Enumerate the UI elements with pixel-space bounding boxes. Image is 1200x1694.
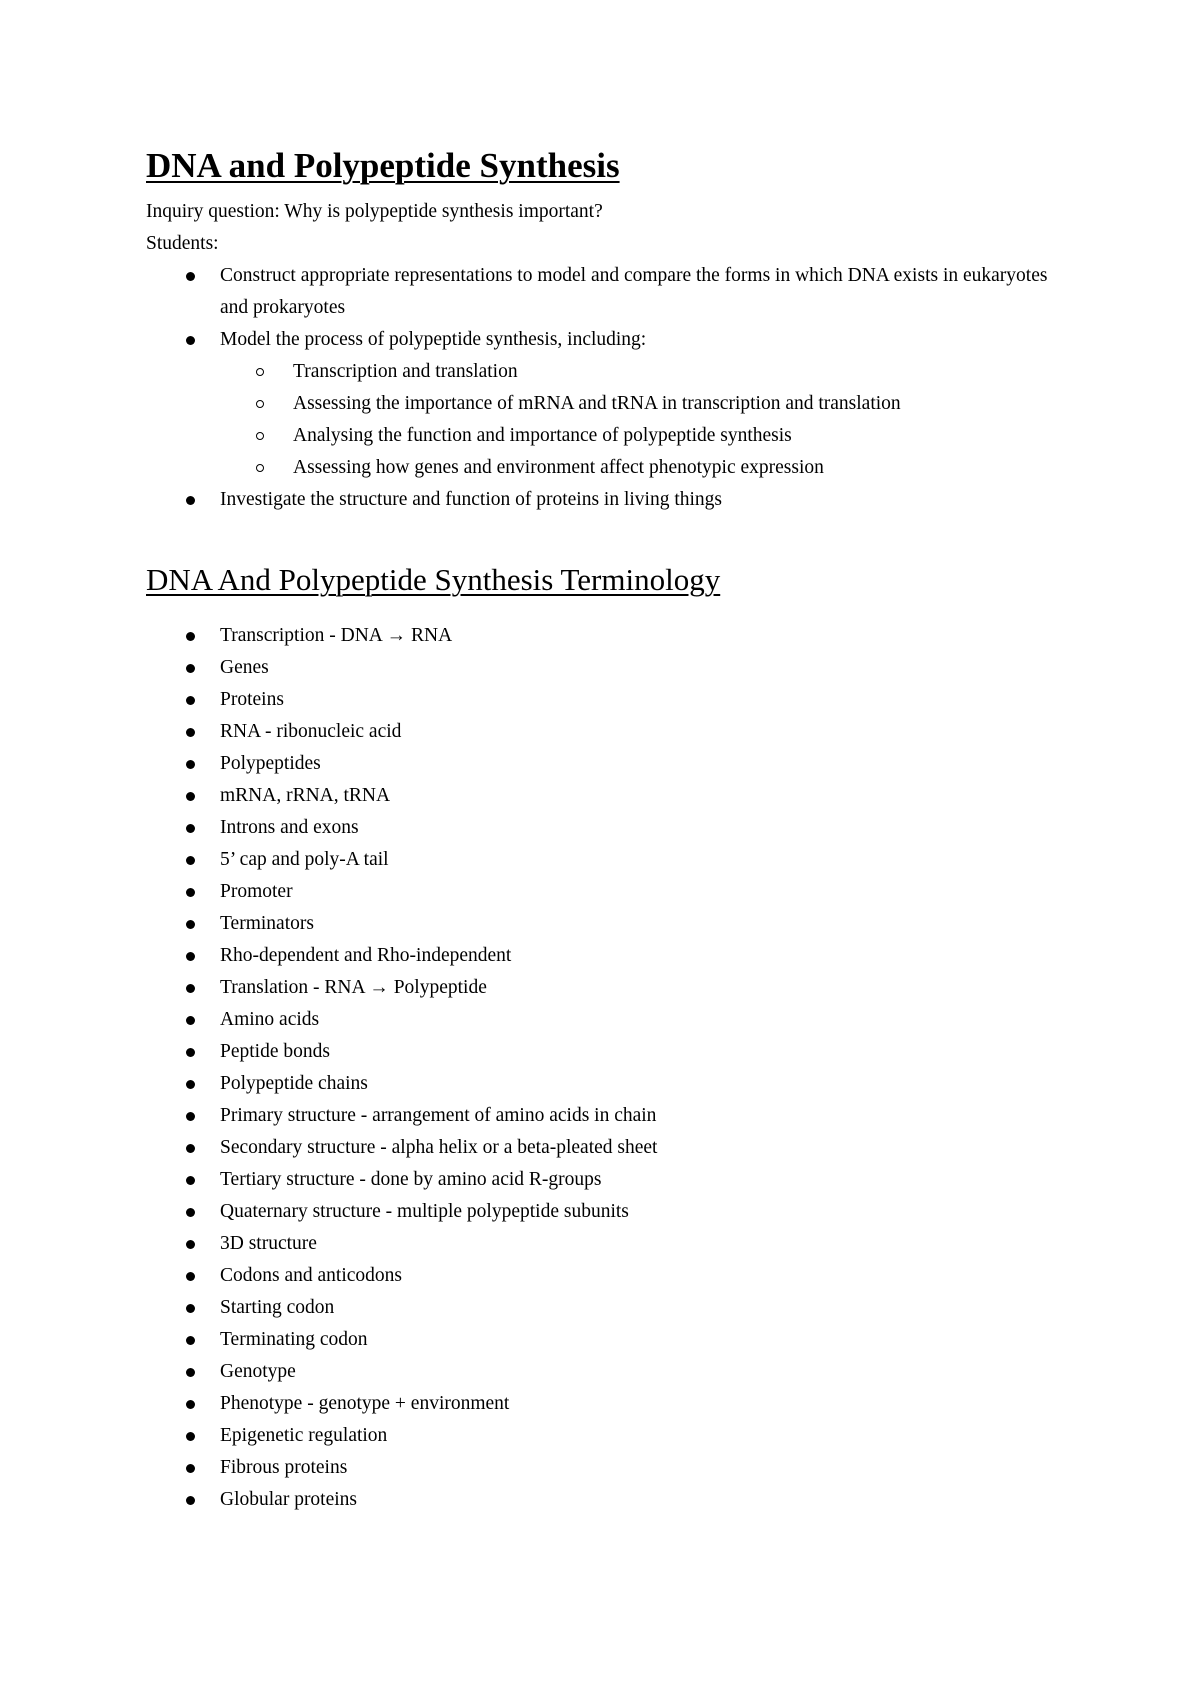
term-item <box>146 1164 1076 1196</box>
term-text: Terminators <box>220 913 314 934</box>
term-text: Genotype <box>220 1361 296 1382</box>
bullet-icon <box>186 952 195 961</box>
term-text: Quaternary structure - multiple polypeptide subunits <box>220 1201 629 1222</box>
term-text: Translation - RNA → Polypeptide <box>220 977 487 998</box>
bullet-icon <box>186 1016 195 1025</box>
term-text: mRNA, rRNA, tRNA <box>220 785 391 806</box>
bullet-icon <box>186 696 195 705</box>
bullet-icon <box>186 336 195 345</box>
term-item <box>146 1068 1076 1100</box>
bullet-icon <box>186 856 195 865</box>
term-item <box>146 1036 1076 1068</box>
bullet-icon <box>186 664 195 673</box>
document-content <box>146 145 1076 1516</box>
term-item <box>146 1420 1076 1452</box>
bullet-icon <box>186 1432 195 1441</box>
bullet-icon <box>186 1368 195 1377</box>
term-text: Introns and exons <box>220 817 359 838</box>
term-item <box>146 940 1076 972</box>
term-item <box>146 652 1076 684</box>
term-item <box>146 1356 1076 1388</box>
bullet-icon <box>186 272 195 281</box>
bullet-icon <box>186 1080 195 1089</box>
term-text: Peptide bonds <box>220 1041 330 1062</box>
term-text: Promoter <box>220 881 293 902</box>
bullet-icon <box>186 984 195 993</box>
sub-outcome-text: Assessing how genes and environment affect phenotypic expression <box>293 457 824 478</box>
bullet-icon <box>186 1176 195 1185</box>
term-text: Genes <box>220 657 269 678</box>
term-text: Phenotype - genotype + environment <box>220 1393 510 1414</box>
outcome-item <box>146 260 1076 324</box>
term-text: Transcription - DNA → RNA <box>220 625 453 646</box>
sub-outcome-item <box>220 356 1076 388</box>
terms-list <box>146 620 1076 1516</box>
term-item <box>146 1196 1076 1228</box>
term-text: Amino acids <box>220 1009 320 1030</box>
term-item <box>146 1388 1076 1420</box>
term-text: Primary structure - arrangement of amino acids in chain <box>220 1105 657 1126</box>
bullet-icon <box>186 1048 195 1057</box>
hollow-bullet-icon <box>256 400 264 408</box>
hollow-bullet-icon <box>256 432 264 440</box>
term-item <box>146 1324 1076 1356</box>
term-item <box>146 1484 1076 1516</box>
bullet-icon <box>186 1336 195 1345</box>
bullet-icon <box>186 888 195 897</box>
outcome-item <box>146 324 1076 484</box>
term-text: Polypeptides <box>220 753 321 774</box>
hollow-bullet-icon <box>256 464 264 472</box>
term-item <box>146 780 1076 812</box>
term-item <box>146 812 1076 844</box>
bullet-icon <box>186 1304 195 1313</box>
bullet-icon <box>186 1144 195 1153</box>
sub-outcome-text: Assessing the importance of mRNA and tRNA in transcription and translation <box>293 393 901 414</box>
term-item <box>146 620 1076 652</box>
outcome-text: Model the process of polypeptide synthesis, including: <box>220 329 647 350</box>
outcome-text: Investigate the structure and function of proteins in living things <box>220 489 723 510</box>
bullet-icon <box>186 1496 195 1505</box>
outcome-item <box>146 484 1076 516</box>
page-title: DNA and Polypeptide Synthesis <box>146 146 620 185</box>
term-text: Fibrous proteins <box>220 1457 348 1478</box>
term-item <box>146 1132 1076 1164</box>
term-item <box>146 908 1076 940</box>
term-text: 5’ cap and poly-A tail <box>220 849 389 870</box>
bullet-icon <box>186 1208 195 1217</box>
term-item <box>146 1452 1076 1484</box>
term-item <box>146 876 1076 908</box>
bullet-icon <box>186 1240 195 1249</box>
bullet-icon <box>186 1464 195 1473</box>
term-text: Terminating codon <box>220 1329 368 1350</box>
term-item <box>146 1260 1076 1292</box>
sub-outcome-text: Transcription and translation <box>293 361 518 382</box>
sub-outcome-text: Analysing the function and importance of polypeptide synthesis <box>293 425 792 446</box>
bullet-icon <box>186 1272 195 1281</box>
term-text: Rho-dependent and Rho-independent <box>220 945 512 966</box>
term-text: Secondary structure - alpha helix or a beta-pleated sheet <box>220 1137 658 1158</box>
bullet-icon <box>186 760 195 769</box>
term-text: Proteins <box>220 689 284 710</box>
bullet-icon <box>186 824 195 833</box>
term-item <box>146 844 1076 876</box>
inquiry-question: Inquiry question: Why is polypeptide synthesis important? <box>146 201 603 222</box>
bullet-icon <box>186 792 195 801</box>
term-item <box>146 716 1076 748</box>
bullet-icon <box>186 728 195 737</box>
bullet-icon <box>186 496 195 505</box>
sub-outcomes-list <box>220 356 1076 484</box>
outcomes-list <box>146 260 1076 516</box>
term-item <box>146 748 1076 780</box>
term-item <box>146 684 1076 716</box>
bullet-icon <box>186 1400 195 1409</box>
term-text: 3D structure <box>220 1233 317 1254</box>
term-item <box>146 1004 1076 1036</box>
term-item <box>146 1292 1076 1324</box>
term-text: Starting codon <box>220 1297 335 1318</box>
sub-outcome-item <box>220 388 1076 420</box>
students-label: Students: <box>146 233 219 254</box>
term-item <box>146 1228 1076 1260</box>
term-text: Tertiary structure - done by amino acid R-groups <box>220 1169 602 1190</box>
term-item <box>146 972 1076 1004</box>
bullet-icon <box>186 920 195 929</box>
bullet-icon <box>186 632 195 641</box>
term-text: Codons and anticodons <box>220 1265 402 1286</box>
term-text: Epigenetic regulation <box>220 1425 388 1446</box>
hollow-bullet-icon <box>256 368 264 376</box>
term-text: RNA - ribonucleic acid <box>220 721 402 742</box>
terminology-heading: DNA And Polypeptide Synthesis Terminology <box>146 562 721 597</box>
bullet-icon <box>186 1112 195 1121</box>
term-item <box>146 1100 1076 1132</box>
sub-outcome-item <box>220 420 1076 452</box>
outcome-text: Construct appropriate representations to model and compare the forms in which DNA exists in eukaryotes and prokaryotes <box>220 265 1048 318</box>
sub-outcome-item <box>220 452 1076 484</box>
term-text: Polypeptide chains <box>220 1073 368 1094</box>
term-text: Globular proteins <box>220 1489 358 1510</box>
